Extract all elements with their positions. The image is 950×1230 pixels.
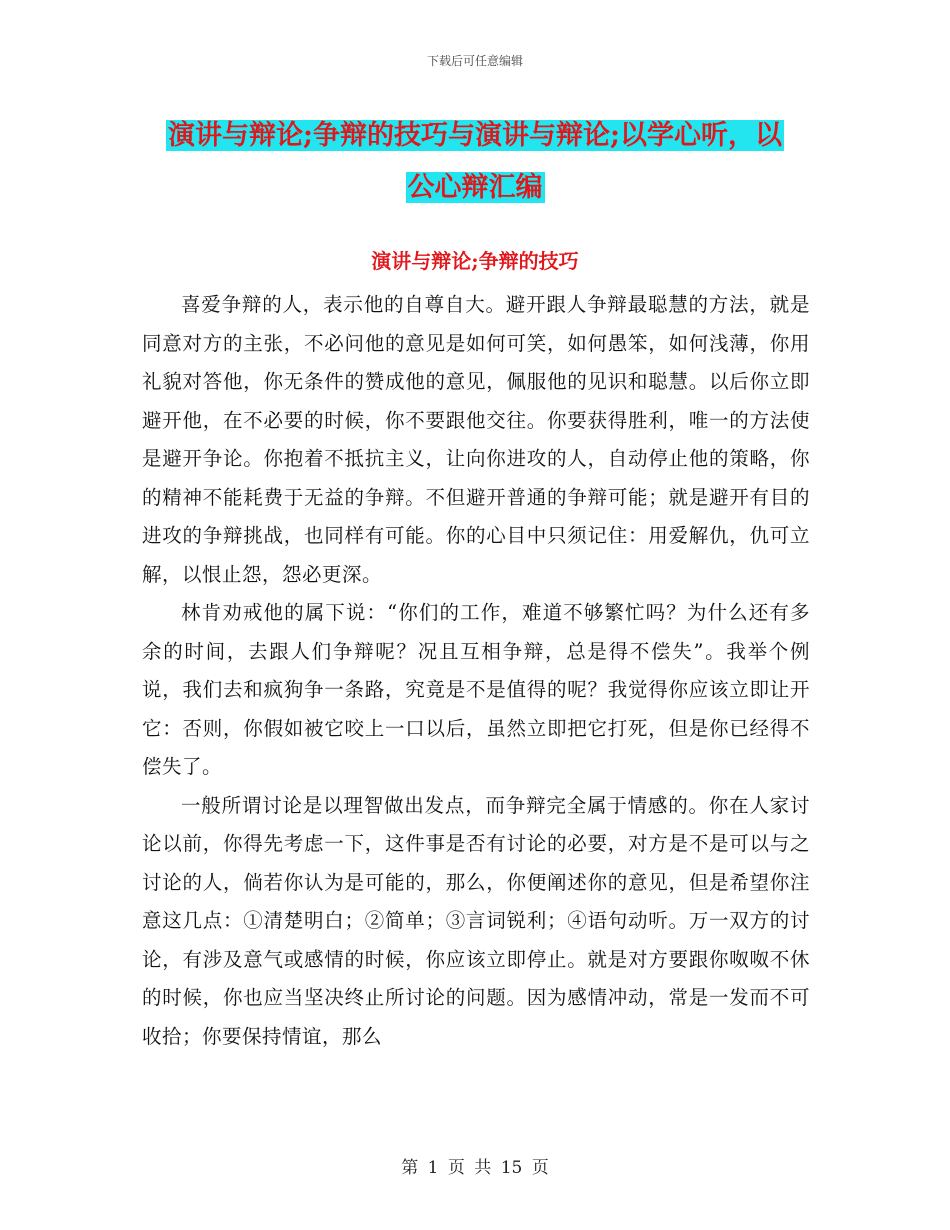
section-heading: 演讲与辩论;争辩的技巧 [371,249,579,273]
header-note: 下载后可任意编辑 [426,54,523,68]
page-number-footer: 第 1 页 共 15 页 [401,1158,549,1178]
document-title-line-1: 演讲与辩论;争辩的技巧与演讲与辩论;以学心听，以 [168,120,782,151]
document-title-line-2: 公心辩汇编 [407,172,543,203]
paragraph-3: 一般所谓讨论是以理智做出发点，而争辩完全属于情感的。你在人家讨论以前，你得先考虑一下，这件事是否有讨论的必要，对方是不是可以与之讨论的人，倘若你认为是可能的，那么，你便阐述你的意见，但是希望你注意这几点：①清楚明白；②简单；③言词锐利；④语句动听。万一双方的讨论，有涉及意气或感情的时候，你应该立即停止。就是对方要跟你呶呶不休的时候，你也应当坚决终止所讨论的问题。因为感情冲动，常是一发而不可收拾；你要保持情谊，那么 [142,793,810,1048]
document-title [140,110,810,214]
paragraph-2: 林肯劝戒他的属下说：“你们的工作，难道不够繁忙吗？为什么还有多余的时间，去跟人们争辩呢？况且互相争辩，总是得不偿失”。我举个例说，我们去和疯狗争一条路，究竟是不是值得的呢？我觉得你应该立即让开它：否则，你假如被它咬上一口以后，虽然立即把它打死，但是你已经得不偿失了。 [142,601,810,778]
body-text [142,286,810,1056]
paragraph-1: 喜爱争辩的人，表示他的自尊自大。避开跟人争辩最聪慧的方法，就是同意对方的主张，不必问他的意见是如何可笑，如何愚笨，如何浅薄，你用礼貌对答他，你无条件的赞成他的意见，佩服他的见识和聪慧。以后你立即避开他，在不必要的时候，你不要跟他交往。你要获得胜利，唯一的方法使是避开争论。你抱着不抵抗主义，让向你进攻的人，自动停止他的策略，你的精神不能耗费于无益的争辩。不但避开普通的争辩可能；就是避开有目的进攻的争辩挑战，也同样有可能。你的心目中只须记住：用爱解仇，仇可立解，以恨止怨，怨必更深。 [142,293,810,586]
